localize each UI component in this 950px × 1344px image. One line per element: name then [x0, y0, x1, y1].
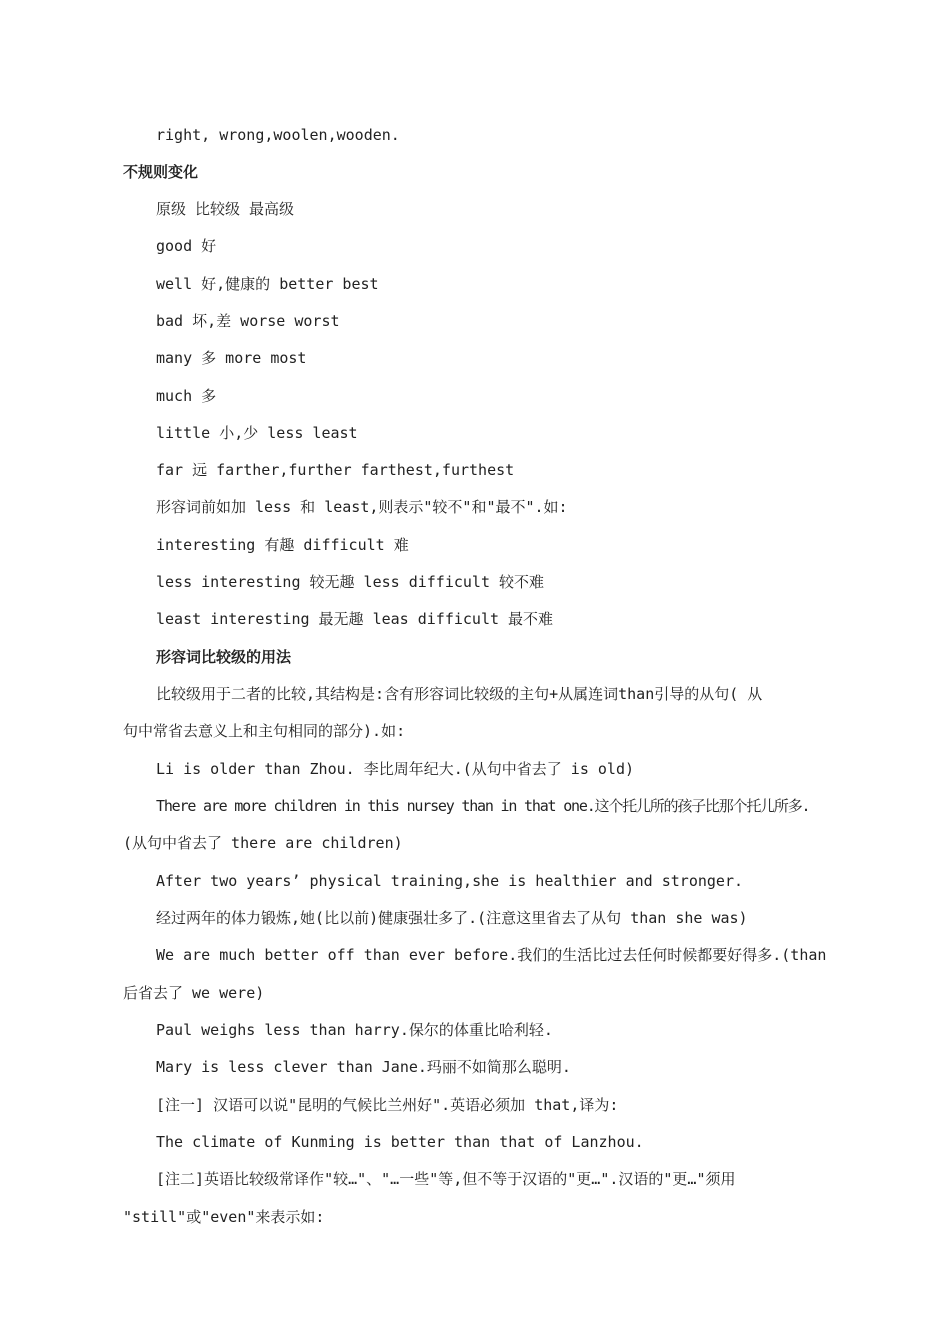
text-line: [注二]英语比较级常译作"较…"、"…一些"等,但不等于汉语的"更…".汉语的"更…"须用: [156, 1170, 736, 1188]
text-line: right, wrong,woolen,wooden.: [156, 126, 400, 144]
text-line: We are much better off than ever before.我们的生活比过去任何时候都要好得多.(than: [156, 946, 827, 964]
text-line: [注一] 汉语可以说"昆明的气候比兰州好".英语必须加 that,译为:: [156, 1096, 619, 1114]
text-line: bad 坏,差 worse worst: [156, 312, 340, 330]
text-line: 后省去了 we were): [123, 984, 265, 1002]
section-heading: 形容词比较级的用法: [156, 648, 292, 666]
text-line: many 多 more most: [156, 349, 307, 367]
text-line: least interesting 最无趣 leas difficult 最不难: [156, 610, 554, 628]
text-line: interesting 有趣 difficult 难: [156, 536, 409, 554]
text-line: The climate of Kunming is better than that of Lanzhou.: [156, 1133, 644, 1151]
text-line: 比较级用于二者的比较,其结构是:含有形容词比较级的主句+从属连词than引导的从句( 从: [156, 685, 763, 703]
text-line: 原级 比较级 最高级: [156, 200, 295, 218]
text-line: 形容词前如加 less 和 least,则表示"较不"和"最不".如:: [156, 498, 568, 516]
text-line: Li is older than Zhou. 李比周年纪大.(从句中省去了 is old): [156, 760, 635, 778]
text-line: less interesting 较无趣 less difficult 较不难: [156, 573, 545, 591]
text-line: well 好,健康的 better best: [156, 275, 379, 293]
text-line: good 好: [156, 237, 217, 255]
text-line: Paul weighs less than harry.保尔的体重比哈利轻.: [156, 1021, 553, 1039]
text-line: little 小,少 less least: [156, 424, 358, 442]
text-line: (从句中省去了 there are children): [123, 834, 403, 852]
text-line: 经过两年的体力锻炼,她(比以前)健康强壮多了.(注意这里省去了从句 than she was): [156, 909, 748, 927]
text-line: There are more children in this nursey than in that one.这个托儿所的孩子比那个托儿所多.: [156, 797, 810, 815]
text-line: far 远 farther,further farthest,furthest: [156, 461, 515, 479]
text-line: Mary is less clever than Jane.玛丽不如简那么聪明.: [156, 1058, 571, 1076]
section-heading: 不规则变化: [123, 163, 199, 181]
text-line: 句中常省去意义上和主句相同的部分).如:: [123, 722, 406, 740]
text-line: much 多: [156, 387, 217, 405]
text-line: "still"或"even"来表示如:: [123, 1208, 325, 1226]
text-line: After two years’ physical training,she is healthier and stronger.: [156, 872, 743, 890]
